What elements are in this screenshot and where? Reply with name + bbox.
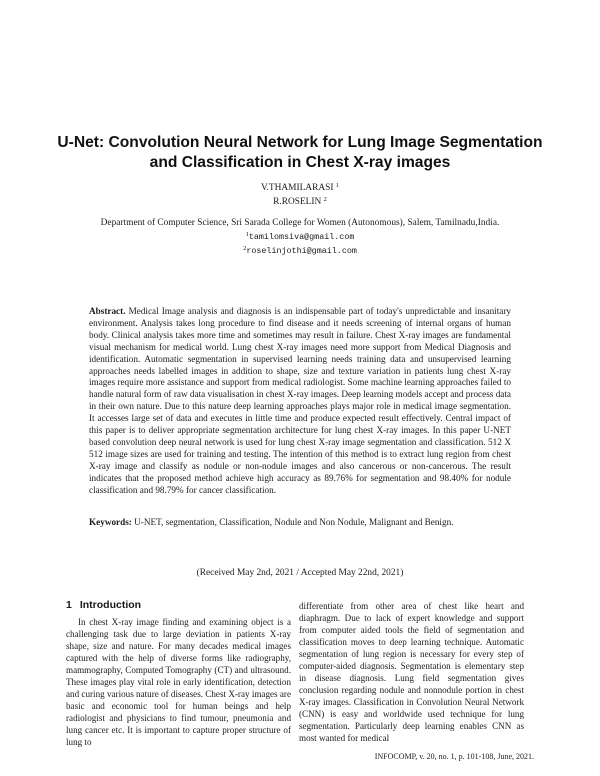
abstract-label: Abstract. (89, 306, 126, 316)
section-heading (66, 599, 141, 612)
email-2-sup: 2 (243, 245, 247, 252)
section-number: 1 (66, 599, 72, 611)
author-1-sup: 1 (335, 182, 340, 189)
journal-footer: INFOCOMP, v. 20, no. 1, p. 101-108, June, 2021. (374, 752, 534, 761)
paper-title (40, 133, 560, 173)
author-2 (0, 194, 600, 208)
keywords-text: U-NET, segmentation, Classification, Nodule and Non Nodule, Malignant and Benign. (134, 517, 454, 527)
intro-right-column: differentiate from other area of chest like heart and diaphragm. Due to lack of expert knowledge and support from computer aided tools the field of segmentation and classification moves to deep learning technique. Automatic segmentation of lung region is necessary for every step of computer-aided diagnosis. Segmentation is elementary step in disease diagnosis. Lung field segmentation gives conclusion regarding nodule and nonnodule portion in chest X-ray images. Classification in Convolution Neural Network (CNN) is easy and worldwide used technique for lung segmentation. Particularly deep learning enables CNN as most wanted for medical (299, 601, 524, 743)
title-line-2: and Classification in Chest X-ray images (149, 154, 451, 171)
author-2-sup: 2 (323, 196, 327, 203)
affiliation-block (0, 217, 600, 257)
keywords (89, 516, 511, 528)
keywords-label: Keywords: (89, 517, 132, 527)
email-2 (0, 243, 600, 257)
abstract (89, 306, 511, 497)
author-list (0, 180, 600, 208)
title-line-1: U-Net: Convolution Neural Network for Lung Image Segmentation (57, 134, 543, 151)
email-2-address: roselinjothi@gmail.com (246, 246, 357, 256)
email-1-address: tamilomsiva@gmail.com (248, 232, 355, 242)
email-1-sup: 1 (245, 231, 249, 238)
author-1-name: V.THAMILARASI (260, 183, 334, 193)
abstract-text: Medical Image analysis and diagnosis is an indispensable part of today's unpredictable and insanitary environment. Analysis takes long procedure to find disease and it needs screening of internal organs of human body. Clinical analysis takes more time and sometimes may result in failure. Chest X-ray images are fundamental visual mechanism for medical world. Lung chest X-ray images need more support from Medical Diagnosis and identification. Automatic segmentation in supervised learning needs training data and unsupervised learning approaches needs labelled images in addition to shape, size and texture variation in patients lung chest X-ray images require more assistance and support from medical radiologist. Some machine learning approaches failed to handle natural form of raw data visualisation in chest X-ray images. Deep learning models accept and process data in their own nature. Due to this nature deep learning approaches plays major role in medical image segmentation. It accesses large set of data and executes in little time and produce expected result effectively. Central impact of this paper is to deliver appropriate segmentation architecture for lung chest X-ray images. In this paper U-NET based convolution deep neural network is used for lung chest X-ray image segmentation and classification. 512 X 512 image sizes are used for training and testing. The intention of this method is to extract lung region from chest X-ray image and classify as nodule or non-nodule images and also cancerous or non-cancerous. The result indicates that the proposed method achieve high accuracy as 89.76% for segmentation and 98.40% for nodule classification and 98.79% for cancer classification. (89, 306, 512, 495)
author-2-name: R.ROSELIN (273, 197, 322, 207)
author-1 (0, 180, 600, 194)
received-dates: (Received May 2nd, 2021 / Accepted May 22nd, 2021) (196, 568, 404, 578)
email-1 (0, 229, 600, 243)
section-title: Introduction (79, 599, 142, 611)
affiliation: Department of Computer Science, Sri Sarada College for Women (Autonomous), Salem, Tamilnadu,India. (100, 218, 500, 228)
intro-left-column: In chest X-ray image finding and examining object is a challenging task due to large deviation in patients X-ray shape, size and nature. For many decades medical images captured with the help of diverse forms like radiography, mammography, Computed Tomography (CT) and ultrasound. These images play vital role in early identification, detection and curing various nature of diseases. Chest X-ray images are basic and economic tool for human beings and help radiologist and physicians to find tumour, pneumonia and lung cancer etc. It is important to capture proper structure of lung to (66, 617, 291, 747)
